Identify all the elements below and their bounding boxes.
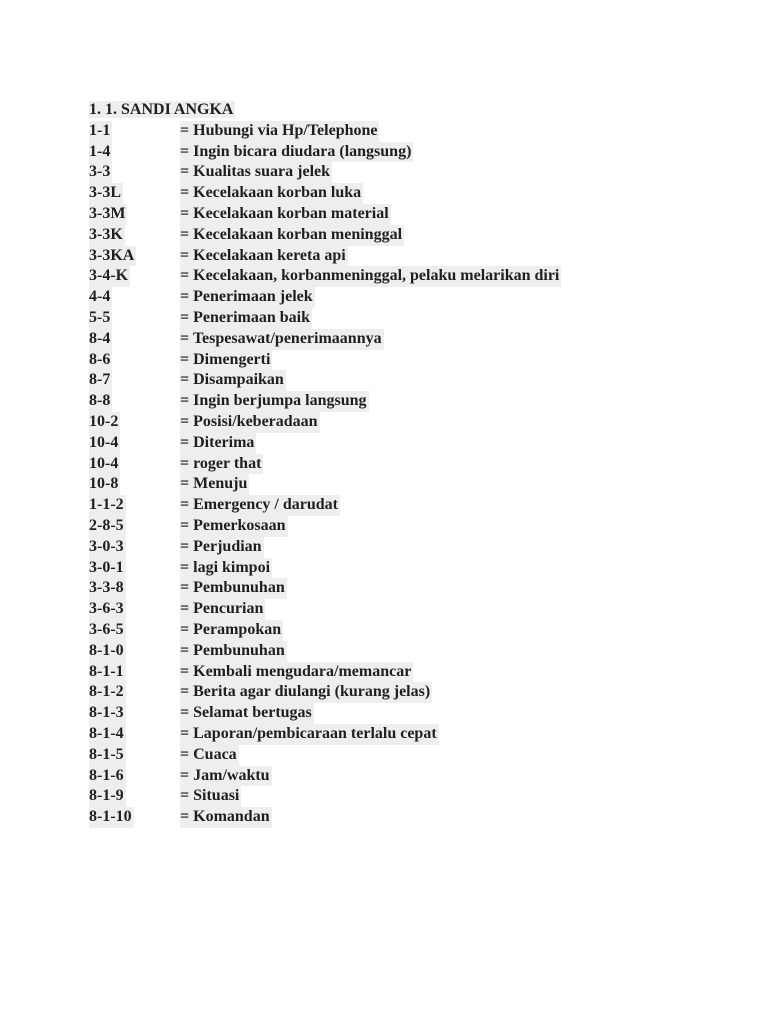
code-label: 3-6-5 — [89, 620, 126, 641]
list-item — [89, 246, 689, 267]
list-item — [89, 225, 689, 246]
list-item — [89, 287, 689, 308]
code-label: 8-4 — [89, 329, 112, 350]
code-label: 10-4 — [89, 454, 120, 475]
code-meaning: = Kecelakaan korban luka — [180, 183, 363, 204]
list-item — [89, 807, 689, 828]
code-label: 3-3-8 — [89, 578, 126, 599]
code-meaning: = Ingin bicara diudara (langsung) — [180, 142, 413, 163]
code-meaning: = Penerimaan jelek — [180, 287, 315, 308]
code-label: 3-3L — [89, 183, 123, 204]
code-meaning: = Kecelakaan, korbanmeninggal, pelaku melarikan diri — [180, 266, 561, 287]
code-meaning: = Diterima — [180, 433, 256, 454]
code-meaning: = roger that — [180, 454, 263, 475]
list-item — [89, 308, 689, 329]
list-item — [89, 162, 689, 183]
code-meaning: = Posisi/keberadaan — [180, 412, 320, 433]
list-item — [89, 370, 689, 391]
list-item — [89, 599, 689, 620]
code-label: 8-1-6 — [89, 766, 126, 787]
code-label: 8-1-1 — [89, 662, 126, 683]
code-label: 2-8-5 — [89, 516, 126, 537]
list-item — [89, 433, 689, 454]
code-label: 3-3KA — [89, 246, 136, 267]
code-meaning: = Berita agar diulangi (kurang jelas) — [180, 682, 432, 703]
code-label: 5-5 — [89, 308, 112, 329]
code-label: 3-6-3 — [89, 599, 126, 620]
code-label: 8-1-2 — [89, 682, 126, 703]
code-meaning: = Kecelakaan korban meninggal — [180, 225, 404, 246]
list-item — [89, 516, 689, 537]
code-label: 8-1-5 — [89, 745, 126, 766]
code-meaning: = Komandan — [180, 807, 272, 828]
code-label: 3-0-1 — [89, 558, 126, 579]
code-label: 8-1-9 — [89, 786, 126, 807]
code-meaning: = Situasi — [180, 786, 241, 807]
code-label: 3-3K — [89, 225, 125, 246]
code-meaning: = Pembunuhan — [180, 641, 287, 662]
code-label: 8-1-10 — [89, 807, 134, 828]
code-label: 10-2 — [89, 412, 120, 433]
list-item — [89, 350, 689, 371]
code-label: 8-1-3 — [89, 703, 126, 724]
code-list — [89, 121, 689, 828]
list-item — [89, 662, 689, 683]
code-meaning: = Kecelakaan kereta api — [180, 246, 348, 267]
code-label: 3-4-K — [89, 266, 130, 287]
code-meaning: = Ingin berjumpa langsung — [180, 391, 369, 412]
code-meaning: = Menuju — [180, 474, 249, 495]
code-label: 1-1 — [89, 121, 112, 142]
list-item — [89, 558, 689, 579]
code-label: 8-8 — [89, 391, 112, 412]
code-label: 3-3 — [89, 162, 112, 183]
list-item — [89, 183, 689, 204]
code-label: 8-1-0 — [89, 641, 126, 662]
code-label: 10-8 — [89, 474, 120, 495]
code-meaning: = Perampokan — [180, 620, 283, 641]
list-item — [89, 620, 689, 641]
code-meaning: = Selamat bertugas — [180, 703, 314, 724]
code-meaning: = Pencurian — [180, 599, 265, 620]
code-meaning: = Emergency / darudat — [180, 495, 340, 516]
list-item — [89, 786, 689, 807]
list-item — [89, 329, 689, 350]
code-label: 3-3M — [89, 204, 127, 225]
code-label: 1-4 — [89, 142, 112, 163]
code-meaning: = Kembali mengudara/memancar — [180, 662, 413, 683]
list-item — [89, 121, 689, 142]
code-meaning: = Pembunuhan — [180, 578, 287, 599]
code-meaning: = Kecelakaan korban material — [180, 204, 391, 225]
code-meaning: = Penerimaan baik — [180, 308, 312, 329]
code-label: 4-4 — [89, 287, 112, 308]
list-item — [89, 578, 689, 599]
list-item — [89, 142, 689, 163]
code-label: 8-7 — [89, 370, 112, 391]
list-item — [89, 682, 689, 703]
code-meaning: = Hubungi via Hp/Telephone — [180, 121, 379, 142]
code-label: 1-1-2 — [89, 495, 126, 516]
code-meaning: = Tespesawat/penerimaannya — [180, 329, 384, 350]
list-item — [89, 724, 689, 745]
section-heading-text: 1. 1. SANDI ANGKA — [89, 101, 234, 118]
code-label: 10-4 — [89, 433, 120, 454]
code-meaning: = Dimengerti — [180, 350, 272, 371]
list-item — [89, 266, 689, 287]
code-meaning: = Jam/waktu — [180, 766, 272, 787]
list-item — [89, 204, 689, 225]
list-item — [89, 495, 689, 516]
list-item — [89, 391, 689, 412]
code-meaning: = Perjudian — [180, 537, 264, 558]
document-body — [89, 100, 689, 828]
code-meaning: = Disampaikan — [180, 370, 286, 391]
code-meaning: = Laporan/pembicaraan terlalu cepat — [180, 724, 439, 745]
code-meaning: = Cuaca — [180, 745, 239, 766]
code-label: 8-6 — [89, 350, 112, 371]
list-item — [89, 537, 689, 558]
list-item — [89, 703, 689, 724]
list-item — [89, 745, 689, 766]
code-meaning: = Pemerkosaan — [180, 516, 288, 537]
code-label: 3-0-3 — [89, 537, 126, 558]
list-item — [89, 454, 689, 475]
list-item — [89, 412, 689, 433]
code-meaning: = Kualitas suara jelek — [180, 162, 332, 183]
list-item — [89, 766, 689, 787]
code-meaning: = lagi kimpoi — [180, 558, 272, 579]
list-item — [89, 474, 689, 495]
section-heading — [89, 100, 689, 121]
list-item — [89, 641, 689, 662]
code-label: 8-1-4 — [89, 724, 126, 745]
